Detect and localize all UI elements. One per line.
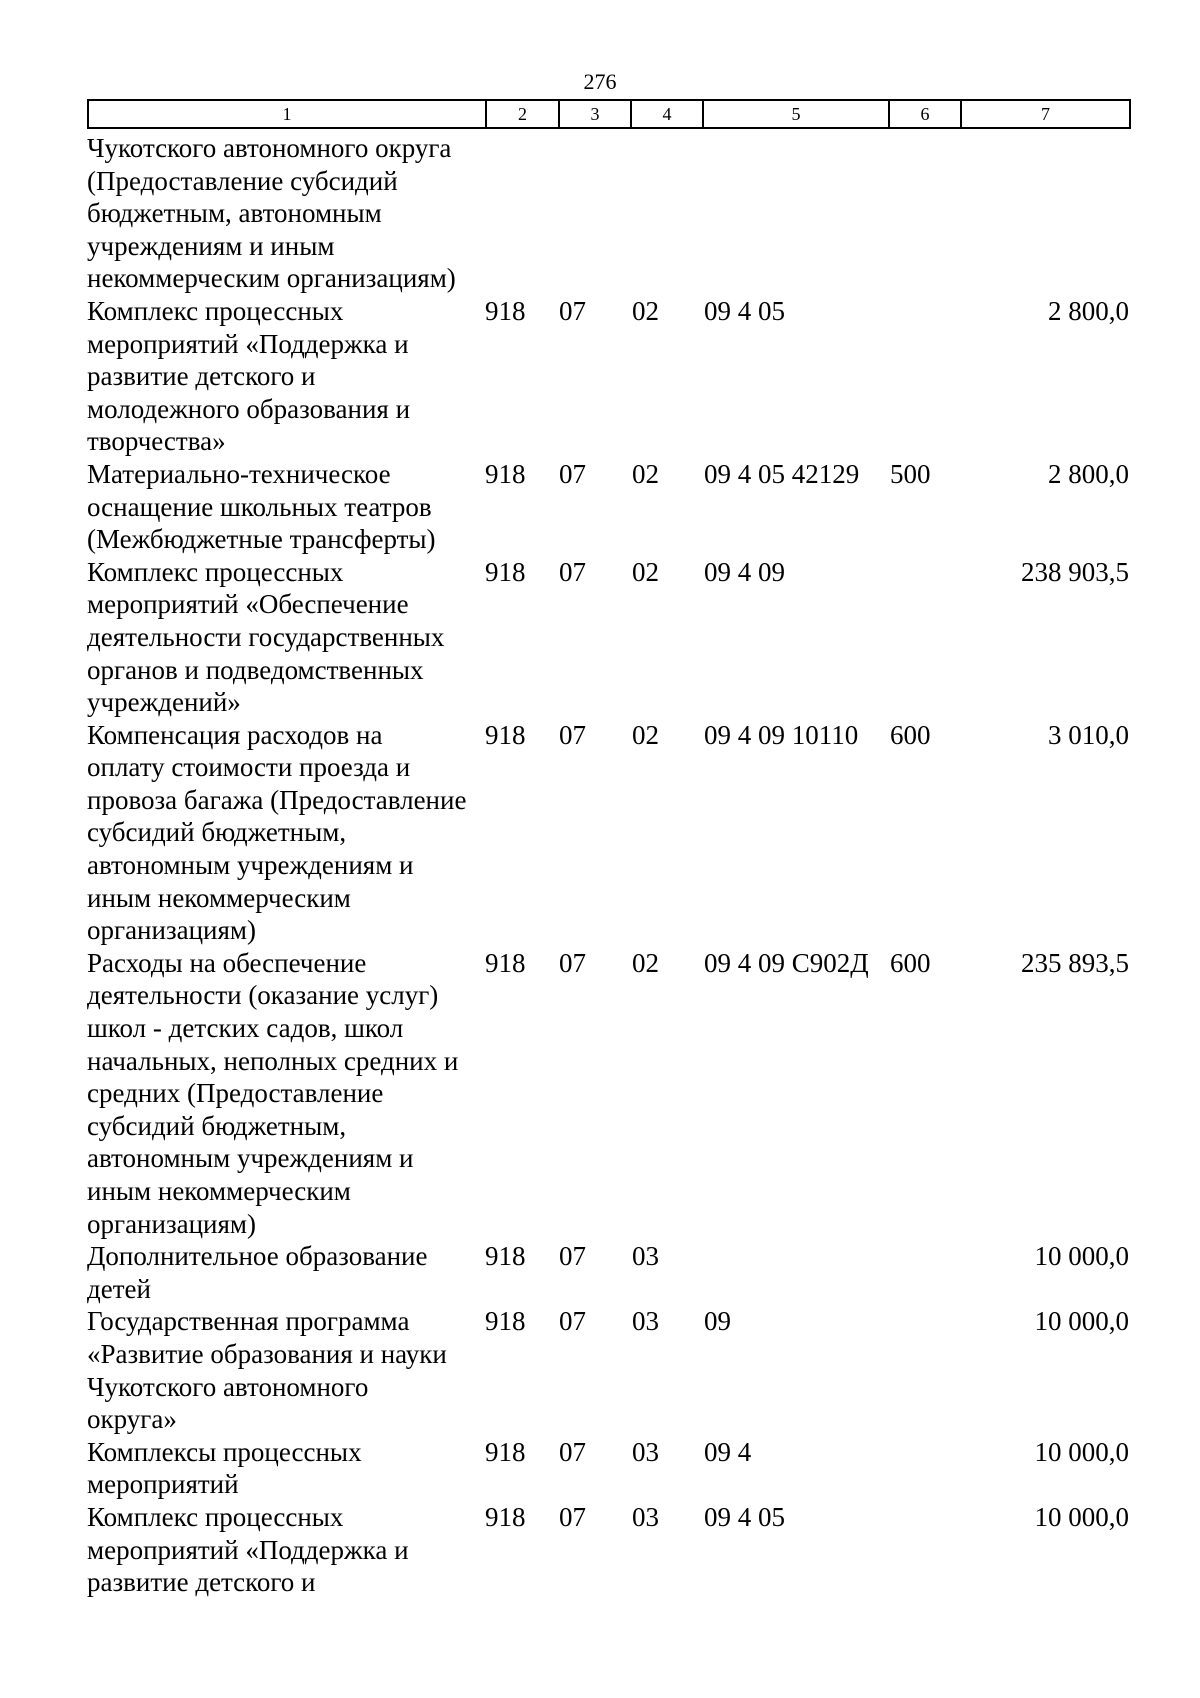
section-code: 07 [559, 1436, 586, 1467]
section-code: 07 [559, 458, 586, 489]
column-header-row [88, 100, 1130, 128]
ministry-code: 918 [485, 458, 526, 489]
description-line: субсидий бюджетным, [87, 1110, 347, 1141]
description-line: автономным учреждениям и [87, 850, 414, 881]
description-line: творчества» [87, 426, 226, 457]
row-description [87, 458, 487, 556]
row-description [87, 1240, 487, 1305]
subsection-code: 03 [632, 1241, 659, 1272]
section-code: 07 [559, 947, 586, 978]
description-line: Расходы на обеспечение [87, 947, 367, 978]
description-line: «Развитие образования и науки [87, 1338, 447, 1369]
description-line: (Межбюджетные трансферты) [87, 524, 436, 555]
amount-value: 2 800,0 [1048, 458, 1129, 489]
table-row [87, 556, 1129, 719]
description-line: оснащение школьных театров [87, 491, 432, 522]
description-line: округа» [87, 1404, 177, 1435]
expense-type-code: 600 [890, 947, 931, 978]
description-line: мероприятий «Поддержка и [87, 1534, 409, 1565]
description-line: Чукотского автономного округа [87, 133, 452, 163]
description-line: мероприятий «Обеспечение [87, 589, 409, 620]
section-code: 07 [559, 295, 586, 326]
amount-value: 235 893,5 [1021, 947, 1129, 978]
description-line: развитие детского и [87, 361, 316, 392]
description-line: Материально-техническое [87, 458, 391, 489]
table-body [87, 132, 1129, 1599]
ministry-code: 918 [485, 1241, 526, 1272]
expense-type-code: 600 [890, 719, 931, 750]
ministry-code: 918 [485, 719, 526, 750]
row-description [87, 132, 487, 295]
target-article-code: 09 4 [704, 1436, 752, 1467]
row-description [87, 556, 487, 719]
column-header-table [87, 99, 1131, 129]
description-line: детей [87, 1273, 151, 1304]
description-line: Чукотского автономного [87, 1371, 369, 1402]
target-article-code: 09 4 05 [704, 1501, 785, 1532]
column-header-4: 4 [631, 100, 703, 128]
description-line: организациям) [87, 915, 257, 946]
table-row [87, 1305, 1129, 1435]
subsection-code: 02 [632, 719, 659, 750]
table-row [87, 947, 1129, 1240]
description-line: начальных, неполных средних и [87, 1045, 459, 1076]
description-line: развитие детского и [87, 1567, 316, 1598]
row-description [87, 947, 487, 1240]
description-line: деятельности государственных [87, 621, 445, 652]
ministry-code: 918 [485, 1501, 526, 1532]
column-header-5: 5 [703, 100, 889, 128]
description-line: Дополнительное образование [87, 1241, 428, 1272]
table-row [87, 1501, 1129, 1599]
description-line: органов и подведомственных [87, 654, 424, 685]
ministry-code: 918 [485, 1436, 526, 1467]
description-line: организациям) [87, 1208, 257, 1239]
row-description [87, 1305, 487, 1435]
ministry-code: 918 [485, 295, 526, 326]
description-line: Комплексы процессных [87, 1436, 362, 1467]
subsection-code: 02 [632, 295, 659, 326]
amount-value: 3 010,0 [1048, 719, 1129, 750]
section-code: 07 [559, 1306, 586, 1337]
description-line: иным некоммерческим [87, 1176, 351, 1206]
ministry-code: 918 [485, 1306, 526, 1337]
subsection-code: 02 [632, 556, 659, 587]
description-line: провоза багажа (Предоставление [87, 784, 467, 815]
amount-value: 10 000,0 [1034, 1501, 1129, 1532]
amount-value: 10 000,0 [1034, 1306, 1129, 1337]
target-article-code: 09 4 05 42129 [704, 458, 860, 489]
row-description [87, 1501, 487, 1599]
target-article-code: 09 4 05 [704, 295, 785, 326]
page-number: 276 [583, 69, 617, 94]
description-line: бюджетным, автономным [87, 198, 382, 229]
description-line: субсидий бюджетным, [87, 817, 347, 848]
table-row [87, 1436, 1129, 1501]
description-line: деятельности (оказание услуг) [87, 980, 439, 1011]
target-article-code: 09 [704, 1306, 731, 1337]
row-description [87, 295, 487, 458]
column-header-1: 1 [88, 100, 486, 128]
section-code: 07 [559, 1501, 586, 1532]
subsection-code: 03 [632, 1501, 659, 1532]
target-article-code: 09 4 09 [704, 556, 785, 587]
description-line: Государственная программа [87, 1306, 410, 1337]
description-line: школ - детских садов, школ [87, 1013, 404, 1044]
description-line: учреждениям и иным [87, 230, 335, 261]
row-description [87, 719, 487, 947]
column-header-7: 7 [961, 100, 1130, 128]
section-code: 07 [559, 719, 586, 750]
description-line: учреждений» [87, 687, 241, 718]
column-header-3: 3 [559, 100, 631, 128]
description-line: некоммерческим организациям) [87, 263, 456, 294]
description-line: Компенсация расходов на [87, 719, 383, 750]
expense-type-code: 500 [890, 458, 931, 489]
section-code: 07 [559, 1241, 586, 1272]
description-line: автономным учреждениям и [87, 1143, 414, 1174]
column-header-6: 6 [889, 100, 961, 128]
table-row [87, 295, 1129, 458]
description-line: мероприятий «Поддержка и [87, 328, 409, 359]
table-row [87, 719, 1129, 947]
amount-value: 2 800,0 [1048, 295, 1129, 326]
subsection-code: 02 [632, 458, 659, 489]
row-description [87, 1436, 487, 1501]
table-row [87, 458, 1129, 556]
description-line: молодежного образования и [87, 393, 411, 424]
target-article-code: 09 4 09 10110 [704, 719, 859, 750]
description-line: Комплекс процессных [87, 1501, 344, 1532]
description-line: иным некоммерческим [87, 882, 351, 913]
ministry-code: 918 [485, 556, 526, 587]
description-line: оплату стоимости проезда и [87, 752, 411, 783]
amount-value: 10 000,0 [1034, 1241, 1129, 1272]
column-header-2: 2 [486, 100, 559, 128]
description-line: Комплекс процессных [87, 295, 344, 326]
description-line: Комплекс процессных [87, 556, 344, 587]
target-article-code: 09 4 09 С902Д [704, 947, 869, 978]
description-line: мероприятий [87, 1469, 239, 1500]
subsection-code: 03 [632, 1306, 659, 1337]
subsection-code: 03 [632, 1436, 659, 1467]
description-line: (Предоставление субсидий [87, 165, 398, 196]
amount-value: 238 903,5 [1021, 556, 1129, 587]
description-line: средних (Предоставление [87, 1078, 384, 1109]
subsection-code: 02 [632, 947, 659, 978]
table-row [87, 1240, 1129, 1305]
ministry-code: 918 [485, 947, 526, 978]
section-code: 07 [559, 556, 586, 587]
table-row [87, 132, 1129, 295]
amount-value: 10 000,0 [1034, 1436, 1129, 1467]
